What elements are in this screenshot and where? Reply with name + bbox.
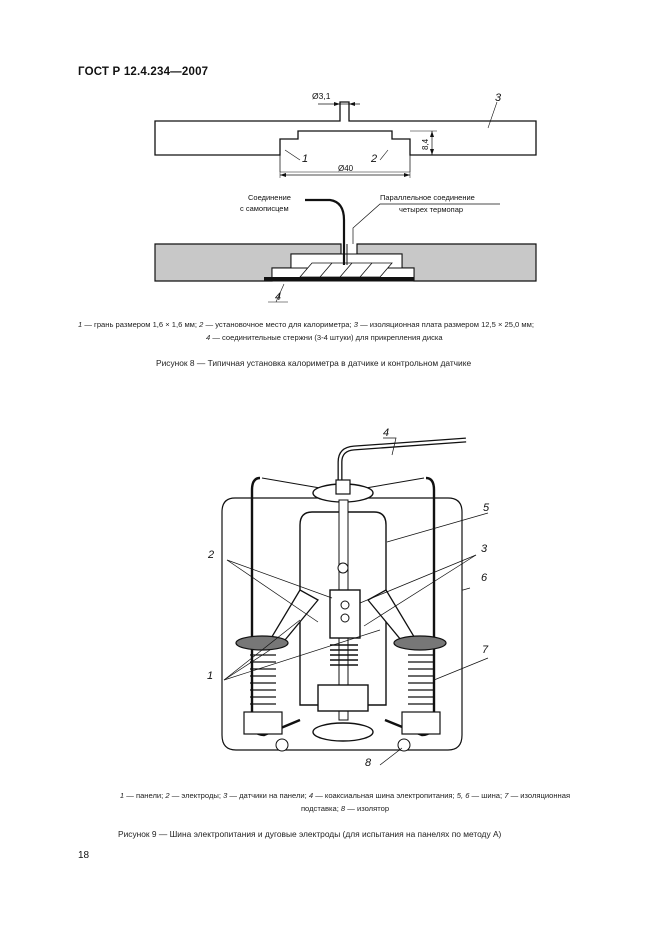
figure-8-caption: Рисунок 8 — Типичная установка калориметра в датчике и контрольном датчике (156, 358, 472, 368)
callout-9-7: 7 (482, 644, 489, 656)
coaxial-bus-4 (340, 440, 466, 480)
panel-left (270, 590, 318, 640)
callout-9-2: 2 (208, 549, 215, 561)
dim-depth-label: 8,4 (421, 138, 430, 150)
label-connection-line2: с самописцем (240, 204, 289, 213)
insulator-right (394, 636, 446, 734)
callout-9-3: 3 (481, 543, 488, 555)
label-connection-line1: Соединение (248, 193, 291, 202)
figure-9-caption: Рисунок 9 — Шина электропитания и дуговые электроды (для испытания на панелях по методу А) (118, 829, 502, 839)
callout-8-4: 4 (275, 291, 282, 303)
dim-hole-label: Ø3,1 (312, 91, 331, 101)
callout-8-1: 1 (302, 153, 309, 165)
legend-8-line2: 4 — соединительные стержни (3-4 штуки) для прикрепления диска (206, 333, 443, 342)
callout-9-8: 8 (365, 757, 372, 769)
page-number: 18 (78, 850, 90, 861)
dim-width-label: Ø40 (338, 164, 354, 173)
callout-8-2: 2 (371, 153, 378, 165)
label-parallel-line1: Параллельное соединение (380, 193, 475, 202)
label-parallel-line2: четырех термопар (399, 205, 464, 214)
callout-9-1: 1 (207, 670, 214, 682)
callout-8-3: 3 (495, 92, 502, 104)
figure-9-legend (80, 789, 610, 815)
callout-9-4: 4 (383, 427, 390, 439)
legend-9-line1: 1 — панели; 2 — электроды; 3 — датчики на панели; 4 — коаксиальная шина электропитания; 5, 6 — шина; 7 — изоляционная (119, 791, 571, 800)
legend-9-line2: подставка; 8 — изолятор (300, 804, 390, 813)
standard-title: ГОСТ Р 12.4.234—2007 (78, 66, 209, 78)
bottom-isolator (313, 723, 373, 741)
callout-9-6: 6 (481, 572, 488, 584)
legend-8-line1: 1 — грань размером 1,6 × 1,6 мм; 2 — установочное место для калориметра; 3 — изоляционная плата размером 12,5 × 25,0 мм; (78, 320, 534, 329)
callout-9-5: 5 (483, 502, 490, 514)
insulator-left (236, 636, 288, 734)
